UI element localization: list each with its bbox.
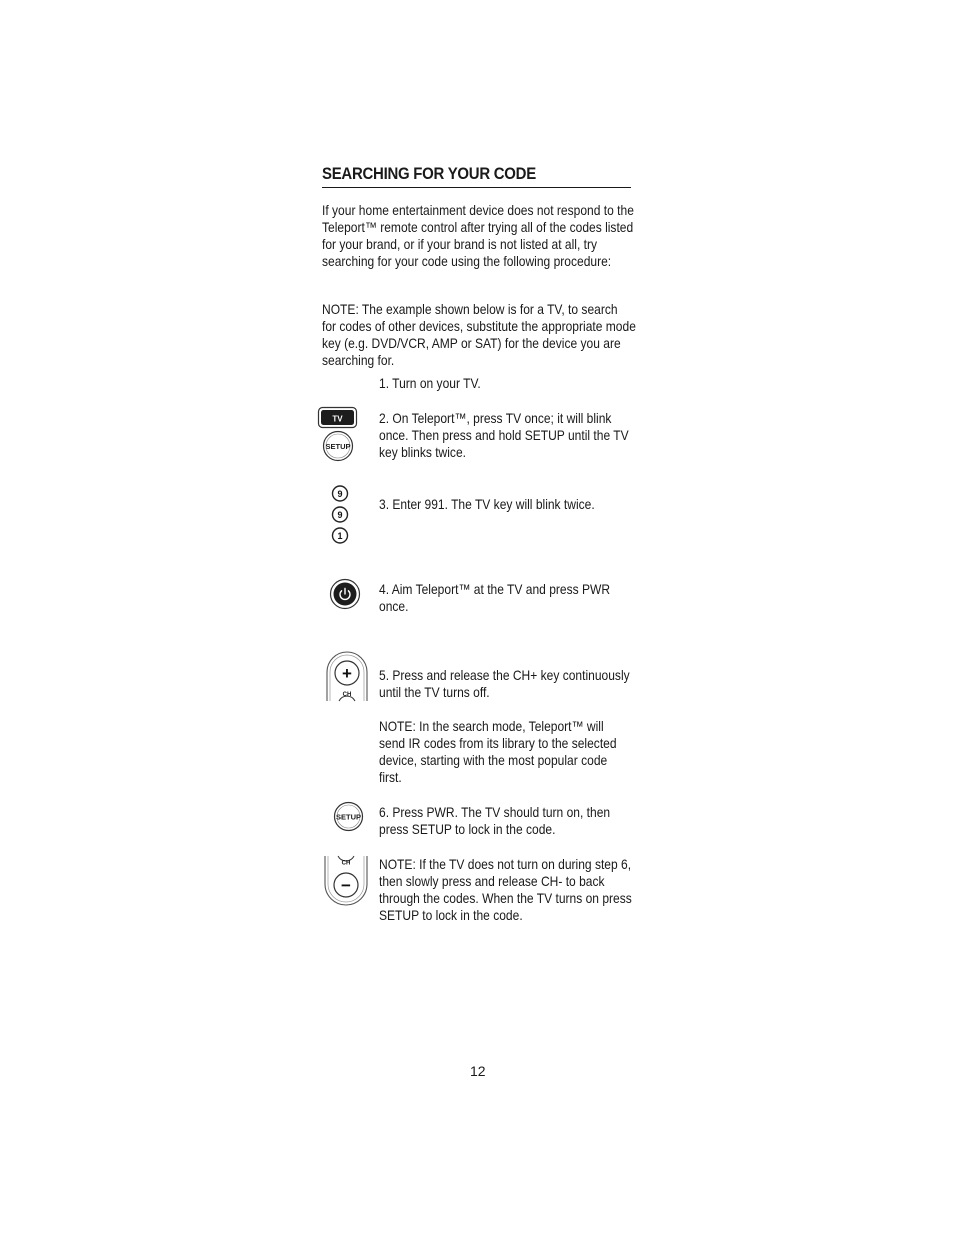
intro-line: searching for your code using the following procedure:	[322, 253, 612, 269]
note-line: device, starting with the most popular code	[379, 752, 608, 768]
note-line: through the codes. When the TV turns on press	[379, 890, 632, 906]
note-line: key (e.g. DVD/VCR, AMP or SAT) for the device you are	[322, 335, 621, 351]
step-line: once. Then press and hold SETUP until the TV	[379, 427, 629, 443]
channel-up-key-icon	[324, 650, 370, 702]
step-line: once.	[379, 598, 409, 614]
setup-key-icon	[332, 801, 366, 833]
note-line: searching for.	[322, 352, 395, 368]
step-3-text	[379, 496, 595, 513]
note-line: for codes of other devices, substitute the appropriate mode	[322, 318, 636, 334]
digit-9-key: 9	[337, 489, 343, 499]
step-line: until the TV turns off.	[379, 684, 490, 700]
step-2-text	[379, 410, 629, 461]
note-line: NOTE: In the search mode, Teleport™ will	[379, 718, 604, 734]
step-5-text	[379, 667, 630, 701]
step-6-text	[379, 804, 610, 838]
step-line: 4. Aim Teleport™ at the TV and press PWR	[379, 581, 611, 597]
search-mode-note	[379, 718, 617, 786]
note-paragraph	[322, 301, 636, 369]
note-line: NOTE: If the TV does not turn on during step 6,	[379, 856, 632, 872]
digit-keys-icon	[329, 484, 353, 546]
step-line: 6. Press PWR. The TV should turn on, then	[379, 804, 611, 820]
setup-key-label: SETUP	[325, 442, 351, 451]
section-heading: SEARCHING FOR YOUR CODE	[322, 164, 536, 183]
step-line: press SETUP to lock in the code.	[379, 821, 556, 837]
step-line: 2. On Teleport™, press TV once; it will blink	[379, 410, 612, 426]
note-line: then slowly press and release CH- to back	[379, 873, 605, 889]
note-line: NOTE: The example shown below is for a TV, to search	[322, 301, 618, 317]
power-key-icon	[329, 578, 361, 610]
note-line: first.	[379, 769, 402, 785]
channel-down-key-icon	[322, 855, 370, 907]
tv-setup-keys-icon	[317, 406, 361, 464]
heading-rule	[322, 187, 631, 188]
ch-label: CH	[341, 860, 351, 867]
intro-line: Teleport™ remote control after trying all of the codes listed	[322, 219, 634, 235]
intro-paragraph	[322, 202, 634, 270]
plus-symbol: +	[342, 664, 352, 683]
minus-symbol: −	[341, 876, 351, 895]
step-4-text	[379, 581, 610, 615]
step-line: key blinks twice.	[379, 444, 466, 460]
step-line: 5. Press and release the CH+ key continuously	[379, 667, 630, 683]
ch-down-note	[379, 856, 632, 924]
setup-key-label: SETUP	[335, 812, 362, 822]
intro-line: for your brand, or if your brand is not listed at all, try	[322, 236, 598, 252]
page-number: 12	[470, 1063, 486, 1079]
tv-key-label: TV	[332, 414, 343, 424]
intro-line: If your home entertainment device does not respond to the	[322, 202, 634, 218]
note-line: SETUP to lock in the code.	[379, 907, 523, 923]
step-line: 3. Enter 991. The TV key will blink twice.	[379, 496, 595, 512]
step-line: 1. Turn on your TV.	[379, 375, 481, 391]
digit-1-key: 1	[337, 531, 343, 541]
ch-label: CH	[342, 692, 352, 698]
step-1-text	[379, 375, 481, 392]
digit-9-key: 9	[337, 510, 343, 520]
note-line: send IR codes from its library to the selected	[379, 735, 617, 751]
